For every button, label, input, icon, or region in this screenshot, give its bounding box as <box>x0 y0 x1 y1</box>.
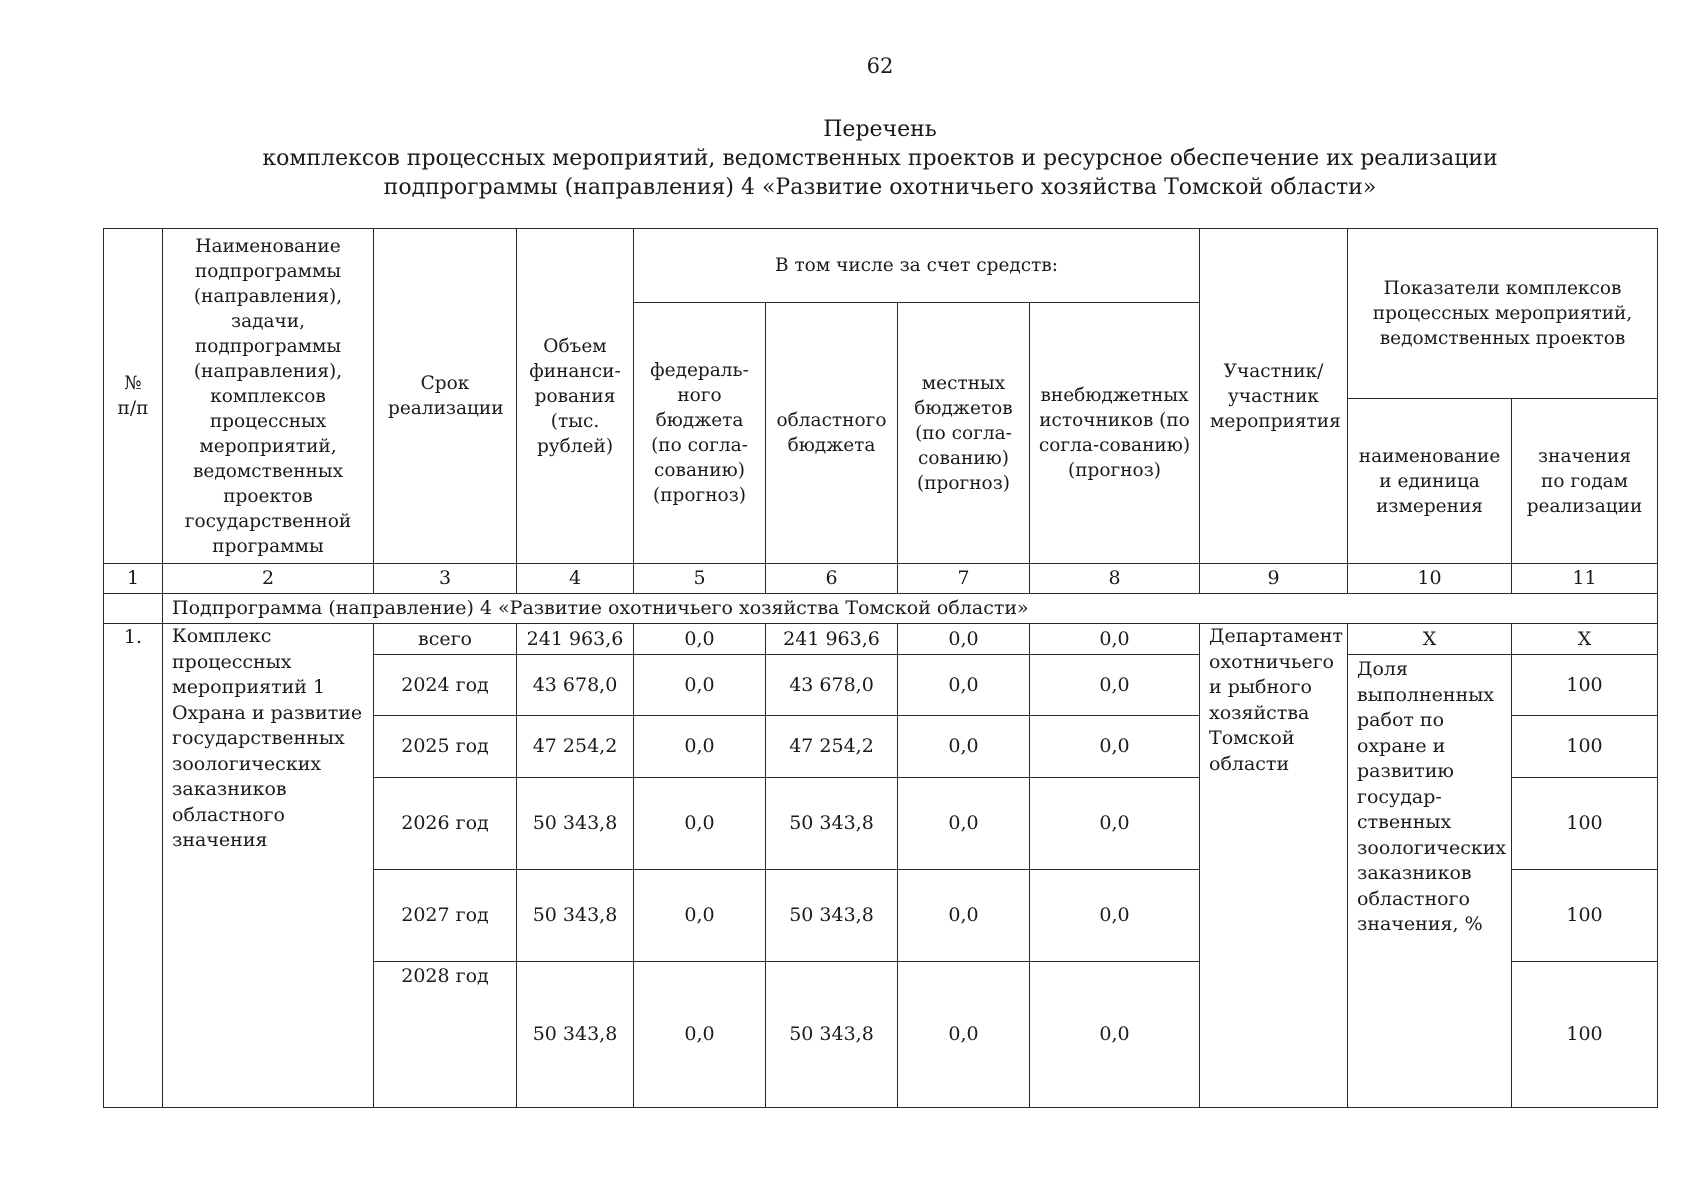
row-term: 2028 год <box>374 962 517 1108</box>
title-line-2: комплексов процессных мероприятий, ведомственных проектов и ресурсное обеспечение их реализации <box>262 146 1498 171</box>
row-regional: 50 343,8 <box>766 962 898 1108</box>
page-number: 62 <box>866 54 894 78</box>
row-local: 0,0 <box>898 624 1030 655</box>
title-line-1: Перечень <box>823 117 937 142</box>
row-federal: 0,0 <box>634 716 766 778</box>
header-offbudget: внебюджетных источников (по согла-сованию) (прогноз) <box>1030 303 1200 564</box>
row-volume: 241 963,6 <box>517 624 634 655</box>
header-term: Срок реализации <box>374 229 517 564</box>
header-num: № п/п <box>104 229 163 564</box>
document-title <box>0 115 1698 202</box>
column-number: 9 <box>1200 564 1348 594</box>
title-line-3: подпрограммы (направления) 4 «Развитие охотничьего хозяйства Томской области» <box>383 175 1377 200</box>
row-local: 0,0 <box>898 778 1030 870</box>
row-offbudget: 0,0 <box>1030 870 1200 962</box>
header-participant: Участник/ участник мероприятия <box>1200 229 1348 564</box>
row-regional: 50 343,8 <box>766 870 898 962</box>
header-name: Наименование подпрограммы (направления), задачи, подпрограммы (направления), комплексов процессных мероприятий, ведомственных проектов государственной программы <box>163 229 374 564</box>
indicator-total-value: Х <box>1512 624 1658 655</box>
row-volume: 50 343,8 <box>517 870 634 962</box>
indicator-value: 100 <box>1512 962 1658 1108</box>
row-term: 2026 год <box>374 778 517 870</box>
subprogram-title: Подпрограмма (направление) 4 «Развитие охотничьего хозяйства Томской области» <box>163 594 1658 624</box>
indicator-value: 100 <box>1512 778 1658 870</box>
column-number: 10 <box>1348 564 1512 594</box>
row-local: 0,0 <box>898 716 1030 778</box>
funding-table <box>103 228 1658 1108</box>
row-regional: 241 963,6 <box>766 624 898 655</box>
row-offbudget: 0,0 <box>1030 716 1200 778</box>
row-volume: 50 343,8 <box>517 962 634 1108</box>
column-number: 3 <box>374 564 517 594</box>
item-participant: Департамент охотничьего и рыбного хозяйства Томской области <box>1200 624 1348 1108</box>
row-local: 0,0 <box>898 962 1030 1108</box>
row-regional: 47 254,2 <box>766 716 898 778</box>
item-num: 1. <box>104 624 163 1108</box>
column-number: 2 <box>163 564 374 594</box>
row-federal: 0,0 <box>634 778 766 870</box>
row-federal: 0,0 <box>634 962 766 1108</box>
table-row <box>104 624 1658 655</box>
column-number: 7 <box>898 564 1030 594</box>
indicator-value: 100 <box>1512 870 1658 962</box>
indicator-name: Доля выполненных работ по охране и развитию государ-ственных зоологических заказников областного значения, % <box>1348 655 1512 1108</box>
column-number: 1 <box>104 564 163 594</box>
header-including: В том числе за счет средств: <box>634 229 1200 303</box>
header-local: местных бюджетов (по согла-сованию) (прогноз) <box>898 303 1030 564</box>
row-federal: 0,0 <box>634 870 766 962</box>
header-indicators: Показатели комплексов процессных мероприятий, ведомственных проектов <box>1348 229 1658 399</box>
column-number: 6 <box>766 564 898 594</box>
row-offbudget: 0,0 <box>1030 655 1200 716</box>
row-term: 2024 год <box>374 655 517 716</box>
header-indicator-values: значения по годам реализации <box>1512 399 1658 564</box>
row-term: 2027 год <box>374 870 517 962</box>
row-offbudget: 0,0 <box>1030 962 1200 1108</box>
column-number: 5 <box>634 564 766 594</box>
row-federal: 0,0 <box>634 624 766 655</box>
column-number: 4 <box>517 564 634 594</box>
row-volume: 43 678,0 <box>517 655 634 716</box>
header-regional: областного бюджета <box>766 303 898 564</box>
row-volume: 47 254,2 <box>517 716 634 778</box>
row-offbudget: 0,0 <box>1030 778 1200 870</box>
column-number: 8 <box>1030 564 1200 594</box>
column-number: 11 <box>1512 564 1658 594</box>
indicator-total-name: Х <box>1348 624 1512 655</box>
row-offbudget: 0,0 <box>1030 624 1200 655</box>
subprogram-row <box>104 594 1658 624</box>
header-indicator-name: наименование и единица измерения <box>1348 399 1512 564</box>
row-term: 2025 год <box>374 716 517 778</box>
row-regional: 43 678,0 <box>766 655 898 716</box>
row-federal: 0,0 <box>634 655 766 716</box>
header-federal: федераль-ного бюджета (по согла-сованию) (прогноз) <box>634 303 766 564</box>
row-local: 0,0 <box>898 870 1030 962</box>
indicator-value: 100 <box>1512 716 1658 778</box>
header-volume: Объем финанси-рования (тыс. рублей) <box>517 229 634 564</box>
row-volume: 50 343,8 <box>517 778 634 870</box>
row-term: всего <box>374 624 517 655</box>
item-name: Комплекс процессных мероприятий 1 Охрана и развитие государственных зоологических заказников областного значения <box>163 624 374 1108</box>
row-local: 0,0 <box>898 655 1030 716</box>
indicator-value: 100 <box>1512 655 1658 716</box>
column-number-row <box>104 564 1658 594</box>
row-regional: 50 343,8 <box>766 778 898 870</box>
